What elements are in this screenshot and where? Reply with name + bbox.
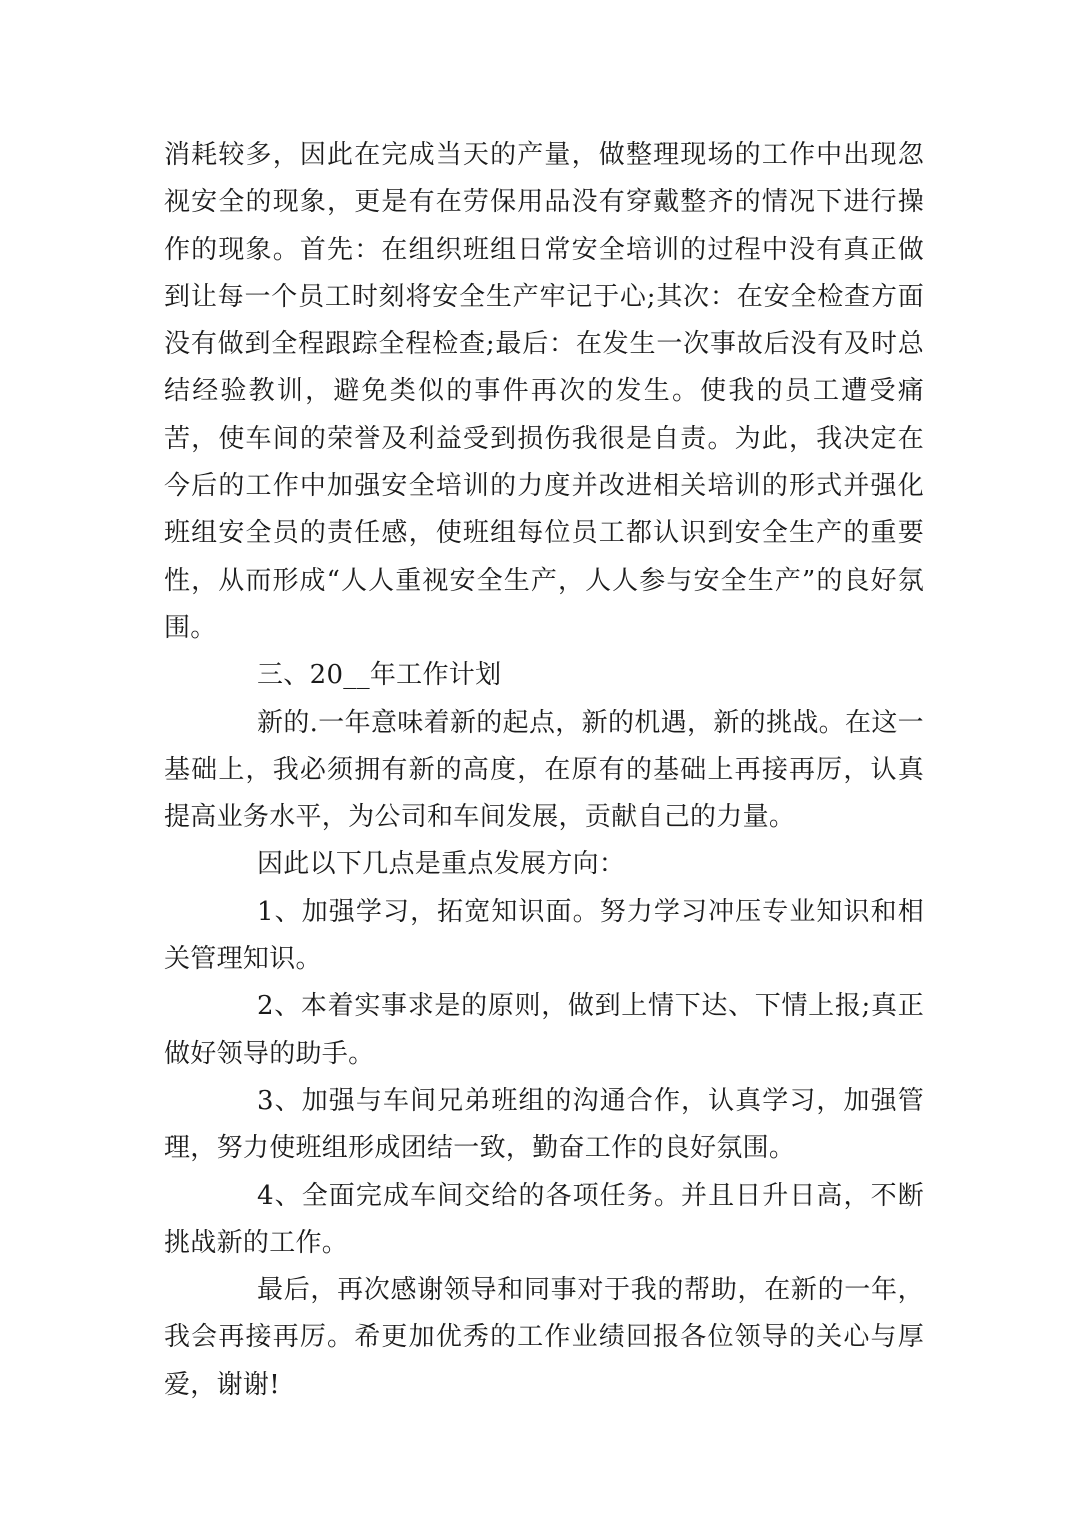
plan-item-2: 2、本着实事求是的原则，做到上情下达、下情上报;真正做好领导的助手。 [164,991,924,1069]
plan-item-4: 4、全面完成车间交给的各项任务。并且日升日高，不断挑战新的工作。 [164,1180,924,1258]
plan-item-1: 1、加强学习，拓宽知识面。努力学习冲压专业知识和相关管理知识。 [164,896,924,975]
section-heading: 三、20__年工作计划 [257,660,502,691]
closing-paragraph: 最后，再次感谢领导和同事对于我的帮助，在新的一年，我会再接再厉。希更加优秀的工作业绩回报各位领导的关心与厚爱，谢谢! [164,1275,924,1400]
plan-item-3: 3、加强与车间兄弟班组的沟通合作，认真学习，加强管理，努力使班组形成团结一致，勤奋工作的良好氛围。 [164,1085,924,1164]
new-year-intro-paragraph: 新的.一年意味着新的起点，新的机遇，新的挑战。在这一基础上，我必须拥有新的高度，在原有的基础上再接再厉，认真提高业务水平，为公司和车间发展，贡献自己的力量。 [164,707,924,833]
focus-intro-paragraph: 因此以下几点是重点发展方向： [257,849,626,880]
document-body [164,132,924,1409]
safety-reflection-paragraph: 消耗较多，因此在完成当天的产量，做整理现场的工作中出现忽视安全的现象，更是有在劳保用品没有穿戴整齐的情况下进行操作的现象。首先：在组织班组日常安全培训的过程中没有真正做到让每一个员工时刻将安全生产牢记于心;其次：在安全检查方面没有做到全程跟踪全程检查;最后：在发生一次事故后没有及时总结经验教训，避免类似的事件再次的发生。使我的员工遭受痛苦，使车间的荣誉及利益受到损伤我很是自责。为此，我决定在今后的工作中加强安全培训的力度并改进相关培训的形式并强化班组安全员的责任感，使班组每位员工都认识到安全生产的重要性，从而形成“人人重视安全生产，人人参与安全生产”的良好氛围。 [164,140,924,643]
